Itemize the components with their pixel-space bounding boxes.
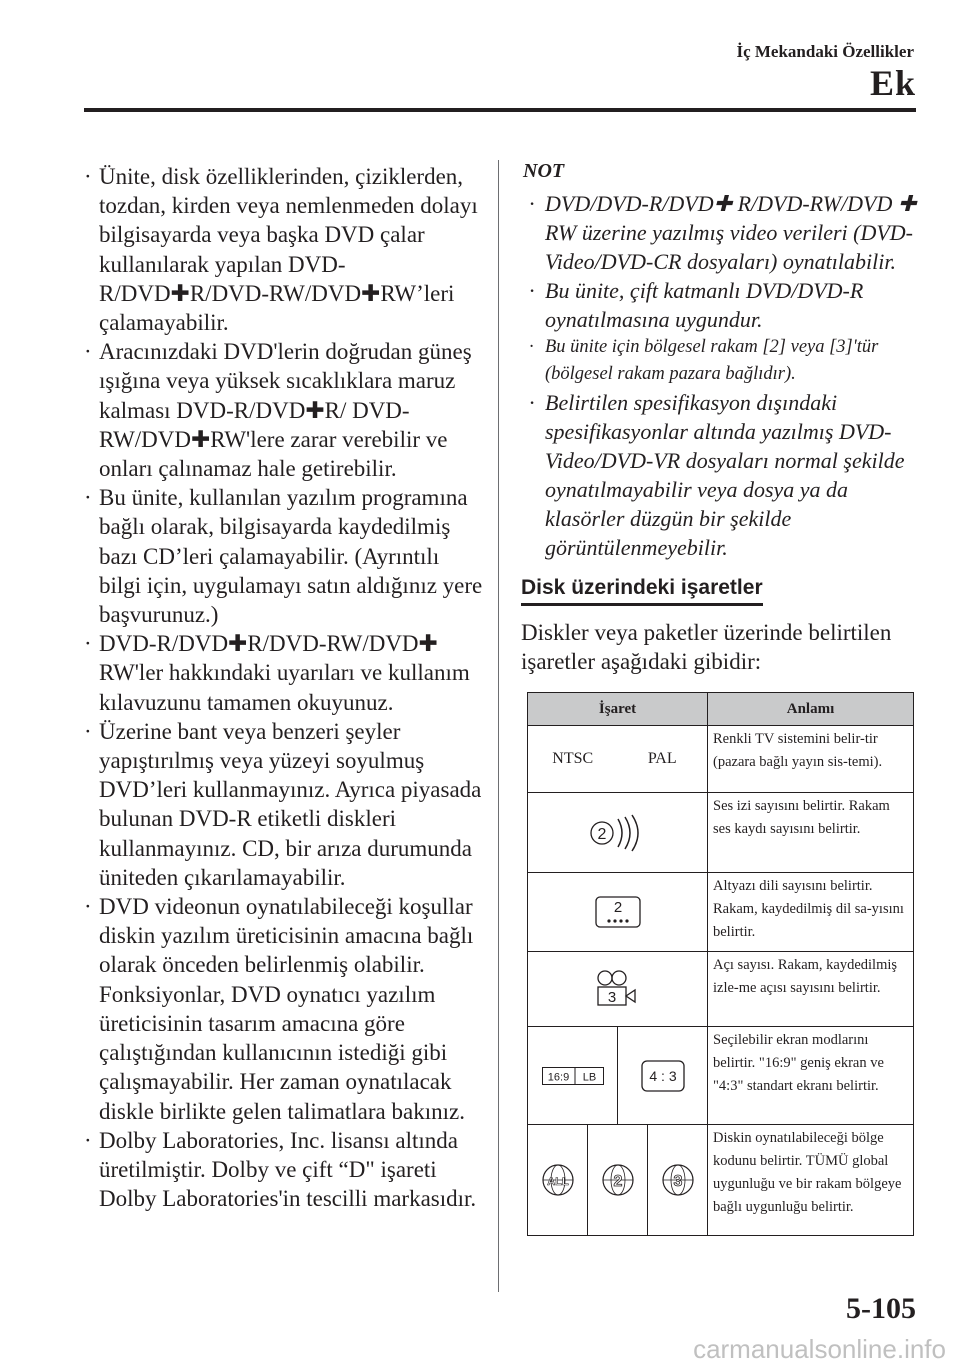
standard-screen-label: 4 : 3	[648, 1067, 677, 1084]
camera-angle-number: 3	[607, 989, 616, 1006]
region-2-label: 2	[613, 1173, 622, 1190]
meaning-cell: Seçilebilir ekran modlarını belirtir. "16:9" geniş ekran ve "4:3" standart ekranı belirtir.	[708, 1027, 914, 1125]
list-item: · DVD videonun oynatılabileceği koşullar diskin yazılım üreticisinin amacına bağlı olarak önceden belirlenmiş olabilir. Fonksiyonlar, DVD oynatıcı yazılım üreticisinin tasarım amacına göre çalıştığından kullanıcının istediği gibi çalışmayabilir. Her zaman oynatılacak diskle birlikte gelen talimatlara bakınız.	[84, 894, 474, 1124]
list-item: · Aracınızdaki DVD'lerin doğrudan güneş ışığına veya yüksek sıcaklıklara maruz kalması DVD-R/DVD✚R/ DVD-RW/DVD✚RW'lere zarar verebilir ve onları çalınamaz hale getirebilir.	[84, 339, 472, 482]
right-column	[521, 160, 917, 676]
table-header-row	[528, 693, 914, 726]
table-row	[528, 952, 914, 1027]
meaning-cell: Diskin oynatılabileceği bölge kodunu belirtir. TÜMÜ global uygunluğu ve bir rakam bölgeye bağlı uygunluğu belirtir.	[708, 1125, 914, 1236]
symbol-cell	[528, 873, 708, 952]
widescreen-icon	[542, 1067, 604, 1085]
note-item: · DVD/DVD-R/DVD✚ R/DVD-RW/DVD ✚ RW üzerine yazılmış video verileri (DVD-Video/DVD-CR dosyaları) oynatılabilir.	[529, 191, 917, 274]
note-item: · Belirtilen spesifikasyon dışındaki spesifikasyonlar altında yazılmış DVD-Video/DVD-VR dosyaları normal şekilde oynatılmayabilir veya dosya ya da klasörler düzgün bir şekilde görüntülenmeyebilir.	[529, 390, 905, 560]
ntsc-symbol: NTSC	[552, 750, 594, 767]
table-header-meaning: Anlamı	[708, 693, 914, 726]
list-item: · DVD-R/DVD✚R/DVD-RW/DVD✚ RW'ler hakkındaki uyarıları ve kullanım kılavuzunu tamamen okuyunuz.	[84, 631, 470, 715]
region-3-icon	[661, 1163, 695, 1197]
region-2-icon	[601, 1163, 635, 1197]
header-title: Ek	[869, 63, 916, 103]
column-divider	[498, 160, 499, 1292]
meaning-cell: Altyazı dili sayısını belirtir. Rakam, kaydedilmiş dil sa-yısını belirtir.	[708, 873, 914, 952]
page-number: 5-105	[846, 1292, 916, 1325]
symbol-cell	[528, 793, 708, 873]
pal-symbol: PAL	[647, 750, 677, 767]
header-section: İç Mekandaki Özellikler	[736, 42, 914, 61]
list-item: · Bu ünite, kullanılan yazılım programına bağlı olarak, bilgisayarda kaydedilmiş bazı CD’leri çalamayabilir. (Ayrıntılı bilgi için, uygulamayı satın aldığınız yere başvurunuz.)	[84, 485, 483, 628]
section-title: Disk üzerindeki işaretler	[521, 576, 763, 606]
meaning-cell: Renkli TV sistemini belir-tir (pazara bağlı yayın sis-temi).	[708, 726, 914, 793]
table-row	[528, 1125, 914, 1236]
audio-track-icon	[588, 813, 648, 853]
list-item: · Dolby Laboratories, Inc. lisansı altında üretilmiştir. Dolby ve çift “D" işareti Dolby Laboratories'in tescilli markasıdır.	[84, 1127, 477, 1212]
subtitle-number: 2	[613, 899, 622, 916]
table-header-mark: İşaret	[528, 693, 708, 726]
section-intro: Diskler veya paketler üzerinde belirtilen işaretler aşağıdaki gibidir:	[521, 620, 892, 674]
table-row	[528, 1027, 914, 1125]
header-rule	[84, 108, 916, 112]
symbol-cell	[528, 1125, 708, 1236]
audio-track-number: 2	[597, 825, 606, 843]
watermark: carmanualsonline.info	[693, 1334, 946, 1364]
list-item: · Ünite, disk özelliklerinden, çiziklerden, tozdan, kirden veya nemlenmeden dolayı bilgisayarda veya başka DVD çalar kullanılarak yapılan DVD-R/DVD✚R/DVD-RW/DVD✚RW’leri çalamayabilir.	[84, 164, 478, 336]
region-all-icon	[541, 1163, 575, 1197]
region-3-label: 3	[673, 1173, 682, 1190]
note-box	[521, 189, 917, 562]
note-title: NOT	[523, 160, 565, 182]
meaning-cell: Ses izi sayısını belirtir. Rakam ses kaydı sayısını belirtir.	[708, 793, 914, 873]
standard-screen-icon	[641, 1060, 685, 1092]
camera-angle-icon	[593, 969, 643, 1009]
note-item: · Bu ünite, çift katmanlı DVD/DVD-R oynatılmasına uygundur.	[529, 278, 864, 332]
marks-table	[527, 692, 914, 1236]
symbol-cell	[528, 1027, 708, 1125]
letterbox-label: LB	[582, 1071, 596, 1083]
widescreen-label: 16:9	[547, 1071, 569, 1083]
subtitle-icon	[595, 896, 641, 928]
meaning-cell: Açı sayısı. Rakam, kaydedilmiş izle-me açısı sayısını belirtir.	[708, 952, 914, 1027]
list-item: · Üzerine bant veya benzeri şeyler yapıştırılmış veya yüzeyi soyulmuş DVD’leri kullanmayınız. Ayrıca piyasada bulunan DVD-R etiketli diskleri kullanmayınız. CD, bir arıza durumunda üniteden çıkarılamayabilir.	[84, 718, 482, 890]
table-row	[528, 726, 914, 793]
table-row	[528, 793, 914, 873]
symbol-cell	[528, 726, 708, 793]
region-all-label: ALL	[546, 1176, 569, 1188]
left-column	[78, 162, 483, 1213]
table-row	[528, 873, 914, 952]
symbol-cell	[528, 952, 708, 1027]
note-item: · Bu ünite için bölgesel rakam [2] veya [3]'tür (bölgesel rakam pazara bağlıdır).	[529, 337, 879, 384]
